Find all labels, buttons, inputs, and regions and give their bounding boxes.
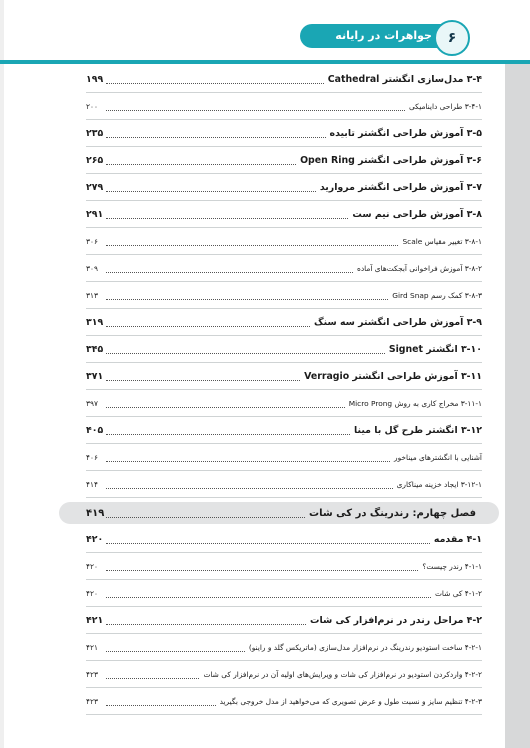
toc-dot-leader [106,353,385,354]
toc-entry-title: ۳-۹ آموزش طراحی انگشتر سه سنگ [314,316,482,328]
toc-section-row[interactable] [86,309,482,336]
toc-entry-title: ۳-۱۱ آموزش طراحی انگشتر Verragio [304,370,482,382]
page-side-strip [505,62,530,748]
toc-dot-leader [106,83,324,84]
toc-section-row[interactable] [86,120,482,147]
toc-section-row[interactable] [86,66,482,93]
toc-subsection-row[interactable] [86,661,482,688]
toc-dot-leader [106,570,418,571]
toc-page-number: ۴۲۰ [86,588,98,598]
toc-page-number: ۳۱۹ [86,316,104,328]
toc-dot-leader [106,597,431,598]
toc-section-row[interactable] [86,174,482,201]
toc-section-row[interactable] [86,607,482,634]
toc-entry-title: ۳-۱۱-۱ مخراج کاری به روش Micro Prong [348,398,482,408]
toc-entry-title: ۴-۲-۲ واردکردن استودیو در نرم‌افزار کی شات و ویرایش‌های اولیه آن در نرم‌افزار کی شات [203,669,482,679]
toc-page-number: ۳۷۱ [86,370,104,382]
toc-section-row[interactable] [86,417,482,444]
toc-dot-leader [106,678,199,679]
toc-dot-leader [106,164,296,165]
toc-subsection-row[interactable] [86,444,482,471]
toc-page-number: ۴۱۹ [86,507,105,519]
toc-dot-leader [106,488,393,489]
toc-dot-leader [106,326,310,327]
toc-entry-title: ۴-۱-۱ رندر چیست؟ [422,561,482,571]
toc-entry-title: ۴-۲-۱ ساخت استودیو رندرینگ در نرم‌افزار مدل‌سازی (ماتریکس گلد و راینو) [248,642,482,652]
toc-subsection-row[interactable] [86,255,482,282]
toc-page-number: ۳۹۷ [86,398,98,408]
toc-entry-title: ۳-۷ آموزش طراحی انگشتر مروارید [319,181,482,193]
toc-entry-title: ۴-۲ مراحل رندر در نرم‌افزار کی شات [310,614,482,626]
toc-entry-title: ۴-۲-۳ تنظیم سایز و نسبت طول و عرض تصویری که می‌خواهید از مدل خروجی بگیرید [219,696,482,706]
toc-entry-title: ۳-۸ آموزش طراحی نیم ست [352,208,482,220]
toc-subsection-row[interactable] [86,580,482,607]
toc-dot-leader [106,517,305,518]
toc-subsection-row[interactable] [86,390,482,417]
toc-section-row[interactable] [86,526,482,553]
toc-entry-title: ۳-۸-۱ تغییر مقیاس Scale [402,236,482,246]
toc-subsection-row[interactable] [86,634,482,661]
toc-section-row[interactable] [86,201,482,228]
toc-subsection-row[interactable] [86,471,482,498]
toc-dot-leader [106,272,353,273]
toc-section-row[interactable] [86,336,482,363]
toc-entry-title: ۴-۱ مقدمه [433,533,482,545]
toc-section-row[interactable] [86,363,482,390]
toc-entry-title: ۳-۴ مدل‌سازی انگشتر Cathedral [327,73,482,85]
toc-subsection-row[interactable] [86,282,482,309]
toc-dot-leader [106,137,326,138]
toc-entry-title: ۳-۶ آموزش طراحی انگشتر Open Ring [300,154,482,166]
toc-page-number: ۳۰۶ [86,236,98,246]
toc-dot-leader [106,543,430,544]
toc-chapter-row[interactable] [86,502,482,524]
toc-dot-leader [106,461,390,462]
toc-page-number: ۲۳۵ [86,127,104,139]
page-number-badge: ۶ [434,20,470,56]
toc-entry-title: ۴-۱-۲ کی شات [434,588,482,598]
toc-dot-leader [106,434,350,435]
toc-entry-title: ۳-۱۲ انگشتر طرح گل با مینا [353,424,482,436]
toc-subsection-row[interactable] [86,93,482,120]
toc-page-number: ۴۲۱ [86,642,98,652]
toc-page-number: ۳۴۵ [86,343,104,355]
toc-subsection-row[interactable] [86,688,482,715]
toc-entry-title: ۳-۸-۲ آموزش فراخوانی آبجکت‌های آماده [357,263,482,273]
toc-page-number: ۳۰۹ [86,263,98,273]
toc-page-number: ۱۹۹ [86,73,104,85]
toc-entry-title: ۳-۱۰ انگشتر Signet [388,343,482,355]
toc-page-number: ۴۲۰ [86,533,104,545]
book-title: جواهرات در رایانه [335,29,432,42]
toc-subsection-row[interactable] [86,228,482,255]
toc-page-number: ۲۷۹ [86,181,104,193]
page-left-edge [0,0,4,748]
toc-entry-title: ۳-۴-۱ طراحی داینامیکی [408,101,482,111]
toc-entry-title: ۳-۸-۳ کمک رسم Gird Snap [392,290,482,300]
toc-dot-leader [106,624,306,625]
toc-page-number: ۴۲۳ [86,669,98,679]
toc-page-number: ۴۱۴ [86,479,98,489]
toc-section-row[interactable] [86,147,482,174]
toc-page-number: ۲۹۱ [86,208,104,220]
toc-dot-leader [106,299,388,300]
toc-dot-leader [106,245,398,246]
toc-page-number: ۴۲۳ [86,696,98,706]
toc-page-number: ۴۲۰ [86,561,98,571]
toc-page-number: ۲۶۵ [86,154,104,166]
toc-entry-title: فصل چهارم: رندرینگ در کی شات [309,507,476,519]
toc-dot-leader [106,407,345,408]
toc-page-number: ۴۰۵ [86,424,104,436]
toc-entry-title: آشنایی با انگشترهای میناخور [394,452,482,462]
toc-dot-leader [106,218,348,219]
toc-dot-leader [106,705,216,706]
toc-dot-leader [106,651,245,652]
toc-page-number: ۲۰۰ [86,101,98,111]
toc-dot-leader [106,110,405,111]
toc-entry-title: ۳-۱۲-۱ ایجاد خزینه میناکاری [396,479,482,489]
table-of-contents [86,66,482,715]
toc-subsection-row[interactable] [86,553,482,580]
header-rule [0,60,530,64]
toc-entry-title: ۳-۵ آموزش طراحی انگشتر تابیده [329,127,482,139]
toc-page-number: ۳۱۳ [86,290,98,300]
toc-page-number: ۴۲۱ [86,614,104,626]
toc-page-number: ۴۰۶ [86,452,98,462]
toc-dot-leader [106,380,300,381]
toc-dot-leader [106,191,316,192]
